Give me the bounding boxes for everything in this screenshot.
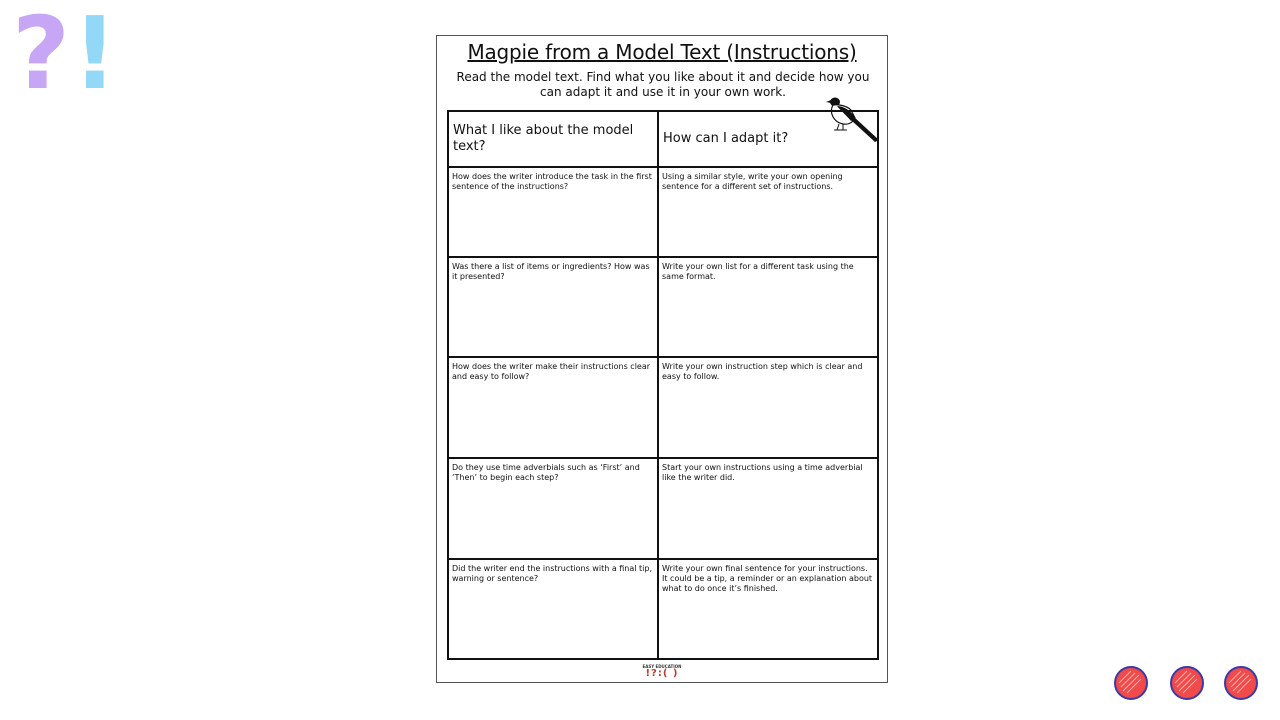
table-cell-question: Was there a list of items or ingredients? How was it presented? — [449, 258, 659, 358]
scribble-circle-icon[interactable] — [1223, 665, 1259, 701]
table-cell-adapt: Write your own list for a different task using the same format. — [659, 258, 877, 358]
navigation-buttons — [1113, 665, 1263, 705]
worksheet-title: Magpie from a Model Text (Instructions) — [467, 40, 857, 64]
table-cell-question: How does the writer introduce the task in the first sentence of the instructions? — [449, 168, 659, 258]
column-header-adapt: How can I adapt it? — [659, 112, 877, 168]
logo-glyphs: !?:( ) — [645, 668, 679, 679]
table-cell-adapt: Start your own instructions using a time adverbial like the writer did. — [659, 459, 877, 560]
table-cell-adapt: Write your own instruction step which is clear and easy to follow. — [659, 358, 877, 459]
table-cell-adapt: Using a similar style, write your own opening sentence for a different set of instructions. — [659, 168, 877, 258]
column-header-like: What I like about the model text? — [449, 112, 659, 168]
table-cell-adapt: Write your own final sentence for your instructions. It could be a tip, a reminder or an explanation about what to do once it’s finished. — [662, 564, 873, 593]
decorative-punctuation — [12, 0, 118, 112]
magpie-table — [447, 110, 879, 660]
table-cell-question: How does the writer make their instructions clear and easy to follow? — [449, 358, 659, 459]
exclamation-mark-icon: ! — [72, 0, 118, 112]
logo-caption: EASY EDUCATION — [642, 664, 682, 669]
table-cell-question: Did the writer end the instructions with a final tip, warning or sentence? — [449, 560, 659, 658]
question-mark-icon: ? — [12, 0, 71, 112]
worksheet-instructions: Read the model text. Find what you like about it and decide how you can adapt it and use it in your own work. — [456, 70, 870, 99]
scribble-circle-icon[interactable] — [1113, 665, 1149, 701]
worksheet-page — [436, 35, 888, 683]
scribble-circle-icon[interactable] — [1169, 665, 1205, 701]
easy-education-logo — [437, 664, 887, 679]
table-cell-question: Do they use time adverbials such as ‘First’ and ‘Then’ to begin each step? — [449, 459, 659, 560]
